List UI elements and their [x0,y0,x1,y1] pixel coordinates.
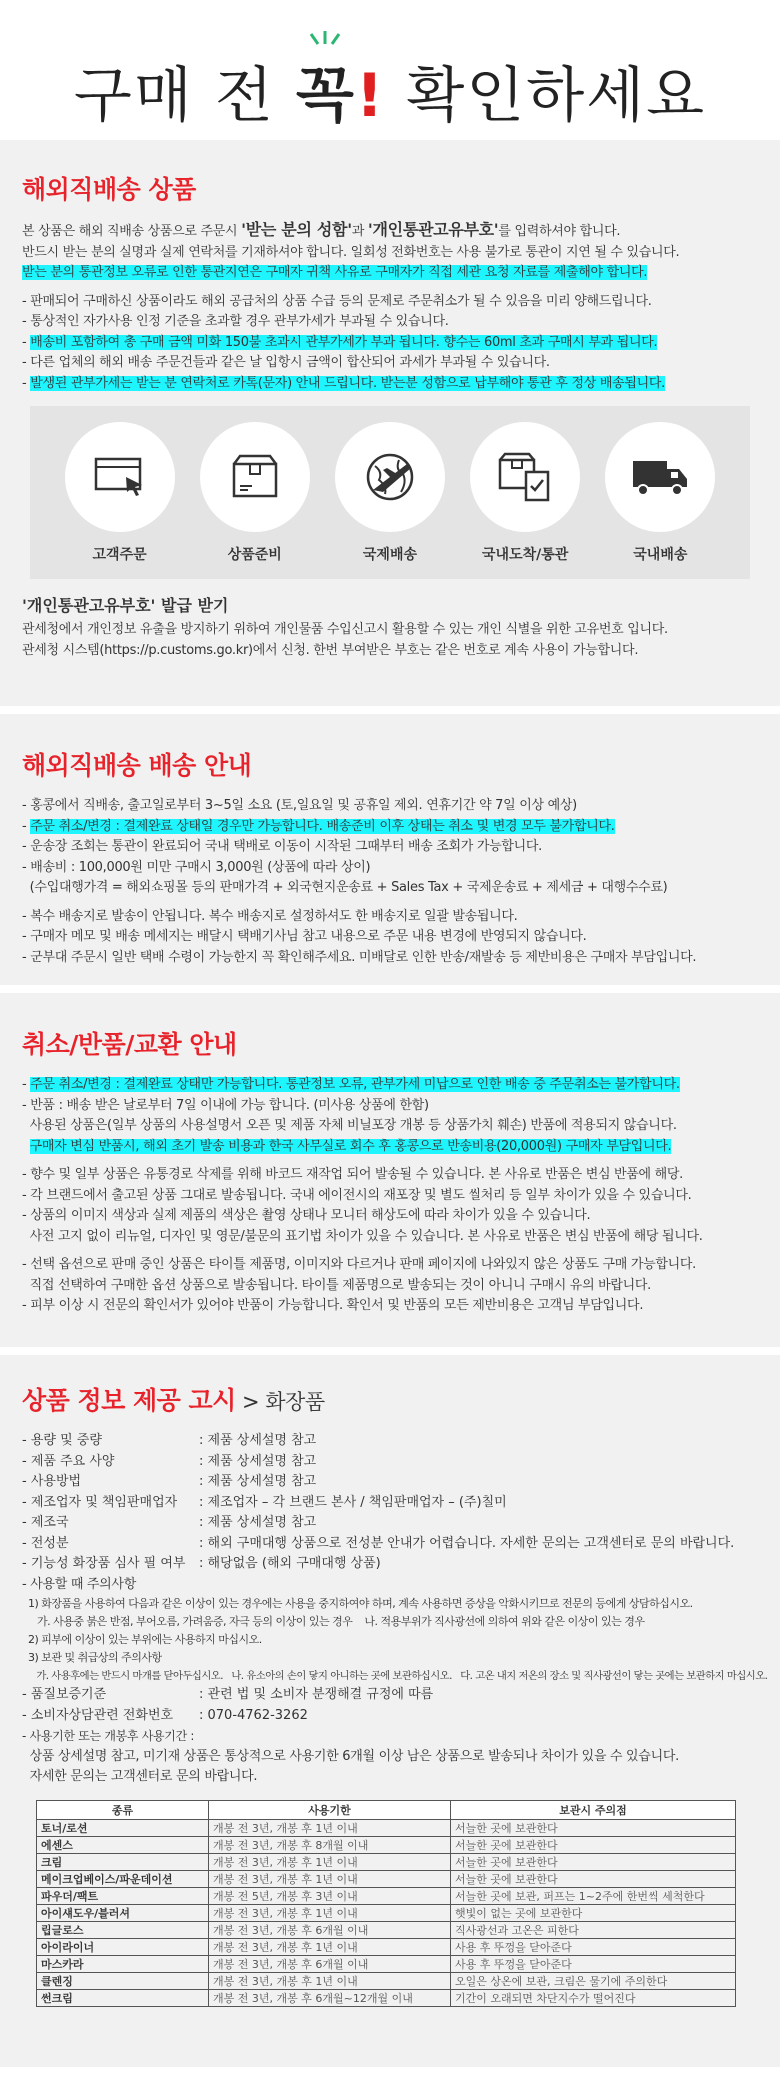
table-cell: 서늘한 곳에 보관한다 [451,1853,736,1870]
expiry-text: 상품 상세설명 참고, 미기재 상품은 통상적으로 사용기한 6개월 이상 남은 상품으로 발송되나 차이가 있을 수 있습니다. [22,1748,679,1764]
info-key: - 사용방법 [22,1474,82,1489]
spark-icon [305,30,345,50]
table-cell: 개봉 전 3년, 개봉 후 6개월 이내 [209,1955,451,1972]
shipping-item: - 배송비 : 100,000원 미만 구매시 3,000원 (상품에 따라 상이) [22,859,371,875]
step-domestic [600,422,720,564]
table-cell: 크림 [37,1853,209,1870]
table-cell: 메이크업베이스/파운데이션 [37,1870,209,1887]
shipping-item: - 운송장 조회는 통관이 완료되어 국내 택배로 이동이 시작된 그때부터 배송 조회가 가능합니다. [22,839,543,854]
product-info-section [0,1355,780,2067]
caution-note: 1) 화장품을 사용하여 다음과 같은 이상이 있는 경우에는 사용을 중지하여야 하며, 계속 사용하면 증상을 악화시키므로 전문의 등에게 상담하십시오. [28,1597,693,1610]
step-prepare [195,422,315,564]
table-row [37,1904,736,1921]
info-row [22,1554,758,1575]
table-cell: 오일은 상온에 보관, 크림은 물기에 주의한다 [451,1972,736,1989]
shipping-steps [30,406,750,579]
caution-note: 가. 사용중 붉은 반점, 부어오름, 가려움증, 자극 등의 이상이 있는 경우 나. 적용부위가 직사광선에 의하여 위와 같은 이상이 있는 경우 [28,1615,645,1628]
notice-item: - 통상적인 자가사용 인정 기준을 초과할 경우 관부가세가 부과될 수 있습니다. [22,314,449,329]
table-cell: 직사광선과 고온은 피한다 [451,1921,736,1938]
section-title: 취소/반품/교환 안내 [22,1030,237,1059]
info-key: - 품질보증기준 [22,1687,107,1702]
globe-plane-icon [361,448,419,506]
table-cell: 개봉 전 3년, 개봉 후 8개월 이내 [209,1836,451,1853]
info-row [22,1706,758,1727]
step-label: 국제배송 [362,547,418,563]
table-row [37,1870,736,1887]
step-label: 상품준비 [227,547,282,563]
customs-code-text: 관세청 시스템(https://p.customs.go.kr)에서 신청. 한번 부여받은 부호는 같은 번호로 계속 사용이 가능합니다. [22,642,639,658]
info-key: - 용량 및 중량 [22,1433,102,1448]
table-cell: 기간이 오래되면 차단지수가 떨어진다 [451,1989,736,2006]
intro-line: 본 상품은 해외 직배송 상품으로 주문시 '받는 분의 성함'과 '개인통관고유부호'를 입력하셔야 합니다. [22,220,621,239]
step-label: 국내도착/통관 [482,547,569,563]
return-item: - 피부 이상 시 전문의 확인서가 있어야 반품이 가능합니다. 확인서 및 반품의 모든 제반비용은 고객님 부담입니다. [22,1298,644,1313]
caution-note: 3) 보관 및 취급상의 주의사항 [28,1651,162,1664]
notice-item: - 발생된 관부가세는 받는 분 연락처로 카톡(문자) 안내 드립니다. 받는분 성함으로 납부해야 통관 후 정상 배송됩니다. [22,375,665,391]
info-value: : 해외 구매대행 상품으로 전성분 안내가 어렵습니다. 자세한 문의는 고객센터로 문의 바랍니다. [199,1535,735,1551]
info-value: : 070-4762-3262 [199,1707,308,1723]
table-cell: 사용 후 뚜껑을 닫아준다 [451,1955,736,1972]
notice-item: - 판매되어 구매하신 상품이라도 해외 공급처의 상품 수급 등의 문제로 주문취소가 될 수 있음을 미리 양해드립니다. [22,293,652,309]
table-cell: 파우더/팩트 [37,1887,209,1904]
truck-icon [631,455,689,499]
intro-line: 받는 분의 통관정보 오류로 인한 통관지연은 구매자 귀책 사유로 구매자가 직접 세관 요청 자료를 제출해야 합니다. [22,265,648,280]
return-item: 사용된 상품은(일부 상품의 사용설명서 오픈 및 제품 자체 비닐포장 개봉 등 상품가치 훼손) 반품에 적용되지 않습니다. [22,1118,677,1133]
info-row [22,1472,758,1493]
table-header: 사용기한 [209,1800,451,1819]
notice-item: - 배송비 포함하여 총 구매 금액 미화 150불 초과시 관부가세가 부과 됩니다. 향수는 60ml 초과 구매시 부과 됩니다. [22,334,658,350]
table-cell: 서늘한 곳에 보관한다 [451,1836,736,1853]
table-cell: 개봉 전 3년, 개봉 후 1년 이내 [209,1870,451,1887]
overseas-product-section [0,140,780,706]
expiry-text: 자세한 문의는 고객센터로 문의 바랍니다. [22,1769,258,1784]
table-row [37,1819,736,1836]
table-cell: 개봉 전 5년, 개봉 후 3년 이내 [209,1887,451,1904]
info-key: - 제품 주요 사양 [22,1453,115,1469]
shipping-item: - 복수 배송지로 발송이 안됩니다. 복수 배송지로 설정하셔도 한 배송지로 일괄 발송됩니다. [22,908,518,924]
table-header: 종류 [37,1800,209,1819]
step-label: 국내배송 [633,547,688,563]
return-item: 구매자 변심 반품시, 해외 초기 발송 비용과 한국 사무실로 회수 후 홍콩으로 반송비용(20,000원) 구매자 부담입니다. [29,1138,672,1154]
table-cell: 마스카라 [37,1955,209,1972]
return-item: 직접 선택하여 구매한 옵션 상품으로 발송됩니다. 타이틀 제품명으로 발송되는 것이 아니니 구매시 유의 바랍니다. [22,1277,652,1293]
page-title: 구매 전 꼭! 확인하세요 [73,61,707,131]
shipping-item: - 홍콩에서 직배송, 출고일로부터 3~5일 소요 (토,일요일 및 공휴일 제외. 연휴기간 약 7일 이상 예상) [22,798,577,813]
info-row [22,1685,758,1706]
info-value: : 제품 상세설명 참고 [199,1515,317,1530]
return-item: - 상품의 이미지 색상과 실제 제품의 색상은 촬영 상태나 모니터 해상도에 따라 차이가 있을 수 있습니다. [22,1208,591,1223]
expiry-table [36,1800,736,2007]
shipping-item: (수입대행가격 = 해외쇼핑몰 등의 판매가격 + 외국현지운송료 + Sales Tax + 국제운송료 + 제세금 + 대행수수료) [22,880,668,895]
return-item: - 향수 및 일부 상품은 유통경로 삭제를 위해 바코드 재작업 되어 발송될 수 있습니다. 본 사유로 반품은 변심 반품에 해당. [22,1167,683,1182]
info-row [22,1493,758,1514]
table-cell: 개봉 전 3년, 개봉 후 1년 이내 [209,1819,451,1836]
notice-item: - 다른 업체의 해외 배송 주문건들과 같은 날 입항시 금액이 합산되어 과세가 부과될 수 있습니다. [22,355,550,370]
table-cell: 썬크림 [37,1989,209,2006]
box-document-icon [496,450,554,504]
section-subtitle: > 화장품 [235,1390,325,1414]
caution-note: 2) 피부에 이상이 있는 부위에는 사용하지 마십시오. [28,1633,262,1646]
table-row [37,1921,736,1938]
shipping-item: - 주문 취소/변경 : 결제완료 상태일 경우만 가능합니다. 배송준비 이후 상태는 취소 및 변경 모두 불가합니다. [22,818,615,834]
section-title: 해외직배송 배송 안내 [22,751,252,780]
monitor-cursor-icon [92,453,148,501]
table-row [37,1836,736,1853]
box-icon [228,452,282,502]
customs-code-text: 관세청에서 개인정보 유출을 방지하기 위하여 개인물품 수입신고시 활용할 수 있는 개인 식별을 위한 고유번호 입니다. [22,622,668,637]
step-label: 고객주문 [92,547,147,563]
intro-line: 반드시 받는 분의 실명과 실제 연락처를 기재하셔야 합니다. 일회성 전화번호는 사용 불가로 통관이 지연 될 수 있습니다. [22,244,680,260]
info-value: : 관련 법 및 소비자 분쟁해결 규정에 따름 [199,1687,434,1702]
table-cell: 개봉 전 3년, 개봉 후 1년 이내 [209,1938,451,1955]
return-guide-section [0,993,780,1347]
table-cell: 아이섀도우/블러셔 [37,1904,209,1921]
step-order [60,422,180,564]
table-cell: 립글로스 [37,1921,209,1938]
expiry-text: - 사용기한 또는 개봉후 사용기간 : [22,1729,195,1743]
table-cell: 개봉 전 3년, 개봉 후 1년 이내 [209,1853,451,1870]
table-header: 보관시 주의점 [451,1800,736,1819]
step-international [330,422,450,564]
table-cell: 사용 후 뚜껑을 닫아준다 [451,1938,736,1955]
table-cell: 서늘한 곳에 보관, 퍼프는 1~2주에 한번씩 세척한다 [451,1887,736,1904]
info-value: : 제품 상세설명 참고 [199,1433,317,1448]
table-row [37,1938,736,1955]
info-key: - 기능성 화장품 심사 필 여부 [22,1556,186,1571]
info-value: : 해당없음 (해외 구매대행 상품) [199,1556,381,1571]
caution-title: - 사용할 때 주의사항 [22,1576,136,1592]
table-row [37,1853,736,1870]
info-value: : 제품 상세설명 참고 [199,1474,317,1489]
table-cell: 서늘한 곳에 보관한다 [451,1870,736,1887]
info-row [22,1431,758,1452]
table-row [37,1972,736,1989]
table-cell: 서늘한 곳에 보관한다 [451,1819,736,1836]
section-title: 해외직배송 상품 [22,175,196,204]
caution-note: 가. 사용후에는 반드시 마개를 닫아두십시오. 나. 유소아의 손이 닿지 아니하는 곳에 보관하십시오. 다. 고온 내지 저온의 장소 및 직사광선이 닿는 곳에는 보관하지 마십시오. [28,1670,768,1682]
info-row [22,1452,758,1473]
hero-banner [0,0,780,140]
table-cell: 토너/로션 [37,1819,209,1836]
shipping-item: - 구매자 메모 및 배송 메세지는 배달시 택배기사님 참고 내용으로 주문 내용 변경에 반영되지 않습니다. [22,929,587,944]
info-key: - 소비자상담관련 전화번호 [22,1707,174,1723]
return-item: - 주문 취소/변경 : 결제완료 상태만 가능합니다. 통관정보 오류, 관부가세 미납으로 인한 배송 중 주문취소는 불가합니다. [22,1077,680,1092]
table-cell: 개봉 전 3년, 개봉 후 6개월~12개월 이내 [209,1989,451,2006]
shipping-item: - 군부대 주문시 일반 택배 수령이 가능한지 꼭 확인해주세요. 미배달로 인한 반송/재발송 등 제반비용은 구매자 부담입니다. [22,949,697,965]
step-customs [465,422,585,564]
return-item: - 선택 옵션으로 판매 중인 상품은 타이틀 제품명, 이미지와 다르거나 판매 페이지에 나와있지 않은 상품도 구매 가능합니다. [22,1257,697,1272]
table-cell: 개봉 전 3년, 개봉 후 1년 이내 [209,1904,451,1921]
table-cell: 개봉 전 3년, 개봉 후 6개월 이내 [209,1921,451,1938]
section-title: 상품 정보 제공 고시 > 화장품 [22,1386,325,1415]
table-row [37,1887,736,1904]
table-cell: 클렌징 [37,1972,209,1989]
customs-code-title: '개인통관고유부호' 발급 받기 [22,596,229,615]
info-value: : 제품 상세설명 참고 [199,1453,317,1469]
table-row [37,1989,736,2006]
info-key: - 제조업자 및 책임판매업자 [22,1494,178,1510]
return-item: 사전 고지 없이 리뉴얼, 디자인 및 영문/불문의 표기법 차이가 있을 수 있습니다. 본 사유로 반품은 변심 반품에 해당 됩니다. [22,1228,703,1244]
table-cell: 에센스 [37,1836,209,1853]
info-key: - 전성분 [22,1535,69,1551]
info-value: : 제조업자 – 각 브랜드 본사 / 책임판매업자 – (주)칠미 [199,1494,507,1510]
info-row [22,1534,758,1555]
info-key: - 제조국 [22,1515,69,1530]
shipping-guide-section [0,714,780,985]
return-item: - 각 브랜드에서 출고된 상품 그대로 발송됩니다. 국내 에이전시의 재포장 및 별도 씰처리 등 일부 차이가 있을 수 있습니다. [22,1187,692,1203]
table-cell: 햇빛이 없는 곳에 보관한다 [451,1904,736,1921]
table-row [37,1955,736,1972]
table-cell: 개봉 전 3년, 개봉 후 1년 이내 [209,1972,451,1989]
table-cell: 아이라이너 [37,1938,209,1955]
return-item: - 반품 : 배송 받은 날로부터 7일 이내에 가능 합니다. (미사용 상품에 한함) [22,1097,429,1113]
info-row [22,1513,758,1534]
